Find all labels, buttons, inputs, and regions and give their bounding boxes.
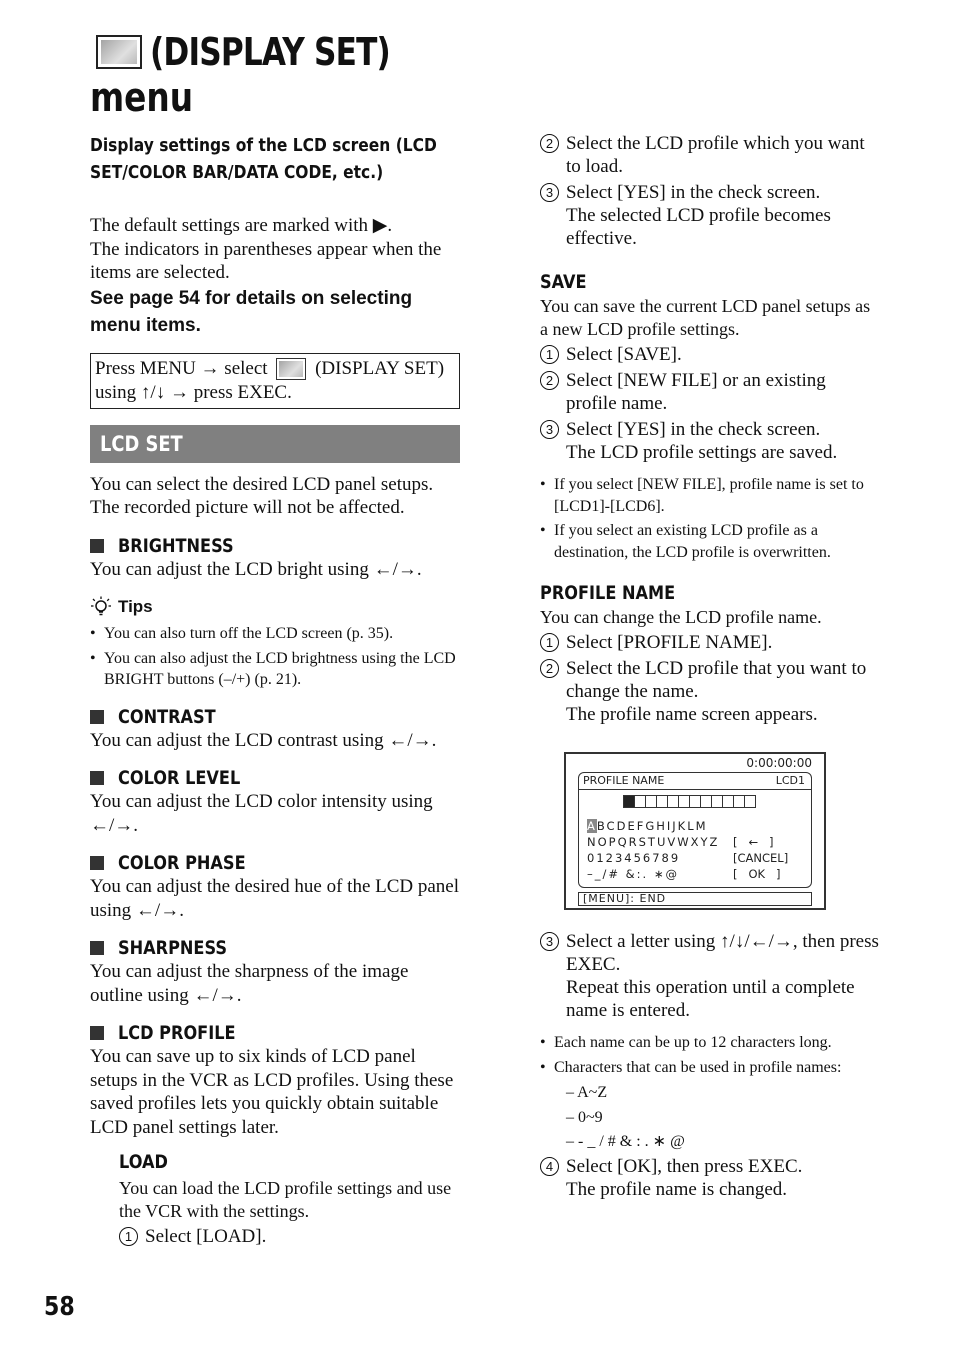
sharpness-text: You can adjust the sharpness of the image outline using ←/→. bbox=[90, 961, 409, 1006]
display-set-icon-small bbox=[276, 358, 306, 380]
bullet-square-icon bbox=[90, 856, 104, 870]
list-item: 2 Select [NEW FILE] or an existing profile name. bbox=[540, 369, 880, 415]
bullet-square-icon bbox=[90, 941, 104, 955]
tips-heading: Tips bbox=[90, 595, 460, 619]
list-item: 2 Select the LCD profile which you want to load. bbox=[540, 132, 880, 178]
instruction-part1: Press MENU → select bbox=[95, 357, 268, 379]
cancel-button: [CANCEL] bbox=[733, 851, 789, 865]
screen-panel bbox=[578, 772, 812, 888]
lcd-profile-heading: LCD PROFILE bbox=[90, 1021, 460, 1045]
load-section bbox=[90, 1151, 460, 1248]
screen-profile: LCD1 bbox=[775, 774, 805, 787]
subtitle: Display settings of the LCD screen (LCD SET/COLOR BAR/DATA CODE, etc.) bbox=[90, 135, 437, 183]
profile-name-steps bbox=[540, 631, 880, 726]
save-steps bbox=[540, 343, 880, 464]
profile-name-screen bbox=[564, 752, 826, 910]
indicators-note: The indicators in parentheses appear when the items are selected. bbox=[90, 238, 442, 283]
instruction-part2: (DISPLAY SET) using ↑/↓ → press EXEC. bbox=[95, 357, 445, 403]
color-level-heading: COLOR LEVEL bbox=[90, 766, 460, 790]
divider bbox=[579, 789, 811, 790]
list-item: – - _ / # & : . ∗ @ bbox=[566, 1133, 685, 1150]
save-text: You can save the current LCD panel setups as a new LCD profile settings. bbox=[540, 296, 871, 339]
load-heading: LOAD bbox=[119, 1151, 168, 1173]
lightbulb-icon bbox=[90, 596, 112, 618]
profile-name-steps-continued bbox=[540, 930, 880, 1022]
lcd-set-header bbox=[90, 425, 460, 463]
screen-time: 0:00:00:00 bbox=[746, 756, 812, 770]
list-item: 3 Select [YES] in the check screen. The selected LCD profile becomes effective. bbox=[540, 181, 880, 250]
instruction-box bbox=[90, 353, 460, 409]
load-text: You can load the LCD profile settings and use the VCR with the settings. bbox=[119, 1178, 452, 1221]
color-phase-text: You can adjust the desired hue of the LCD panel using ←/→. bbox=[90, 876, 460, 921]
sharpness-heading: SHARPNESS bbox=[90, 936, 460, 960]
profile-name-heading: PROFILE NAME bbox=[540, 582, 676, 604]
bullet-square-icon bbox=[90, 539, 104, 553]
list-item: 1 Select [PROFILE NAME]. bbox=[540, 631, 880, 654]
list-item: • If you select an existing LCD profile as a destination, the LCD profile is overwritten. bbox=[540, 520, 880, 563]
display-set-icon bbox=[96, 35, 142, 69]
profile-name-final-step bbox=[540, 1155, 880, 1201]
list-item: 2 Select the LCD profile that you want to change the name. The profile name screen appears. bbox=[540, 657, 880, 726]
list-item: – A~Z bbox=[566, 1084, 608, 1101]
list-item: 3 Select [YES] in the check screen. The LCD profile settings are saved. bbox=[540, 418, 880, 464]
bullet-square-icon bbox=[90, 1026, 104, 1040]
name-input-cells bbox=[623, 795, 755, 808]
default-note: The default settings are marked with ▶. bbox=[90, 215, 393, 236]
screen-footer: [MENU]: END bbox=[578, 892, 812, 906]
left-column bbox=[90, 132, 460, 1251]
list-item: • You can also turn off the LCD screen (p. 35). bbox=[90, 623, 460, 645]
lcd-profile-text: You can save up to six kinds of LCD panel setups in the VCR as LCD profiles. Using these saved profiles lets you quickly obtain suitable LCD panel settings later. bbox=[90, 1046, 454, 1138]
ok-button: [ OK ] bbox=[733, 867, 781, 881]
list-item: • If you select [NEW FILE], profile name is set to [LCD1]-[LCD6]. bbox=[540, 474, 880, 517]
lcd-set-intro: You can select the desired LCD panel setups. The recorded picture will not be affected. bbox=[90, 473, 434, 518]
list-item: • You can also adjust the LCD brightness using the LCD BRIGHT buttons (–/+) (p. 21). bbox=[90, 648, 460, 691]
color-phase-heading: COLOR PHASE bbox=[90, 851, 460, 875]
profile-name-notes bbox=[540, 1032, 880, 1078]
letter-row-1: ABCDEFGHIJKLM bbox=[587, 819, 708, 833]
list-item: 1 Select [SAVE]. bbox=[540, 343, 880, 366]
tips-list bbox=[90, 623, 460, 691]
color-level-text: You can adjust the LCD color intensity using ←/→. bbox=[90, 791, 433, 836]
load-steps-continued bbox=[540, 132, 880, 250]
page-number: 58 bbox=[44, 1292, 75, 1322]
digit-row: 0123456789 bbox=[587, 851, 681, 865]
screen-title: PROFILE NAME bbox=[583, 774, 665, 787]
brightness-heading: BRIGHTNESS bbox=[90, 534, 460, 558]
list-item: 3 Select a letter using ↑/↓/←/→, then press EXEC. Repeat this operation until a complete name is entered. bbox=[540, 930, 880, 1022]
right-column bbox=[540, 132, 880, 1204]
list-item: 4 Select [OK], then press EXEC. The profile name is changed. bbox=[540, 1155, 880, 1201]
load-steps bbox=[119, 1225, 460, 1248]
page-title bbox=[90, 30, 443, 122]
bullet-square-icon bbox=[90, 771, 104, 785]
bullet-square-icon bbox=[90, 710, 104, 724]
back-button: [ ← ] bbox=[733, 835, 774, 849]
letter-row-2: NOPQRSTUVWXYZ bbox=[587, 835, 720, 849]
see-page-note: See page 54 for details on selecting menu items. bbox=[90, 287, 413, 336]
contrast-heading: CONTRAST bbox=[90, 705, 460, 729]
lcd-set-heading: LCD SET bbox=[100, 431, 183, 456]
profile-name-text: You can change the LCD profile name. bbox=[540, 607, 822, 627]
list-item: • Characters that can be used in profile names: bbox=[540, 1057, 880, 1079]
symbol-row: –_/# &:. ∗@ bbox=[587, 867, 679, 881]
title-line1: (DISPLAY SET) bbox=[150, 30, 390, 74]
char-set-list bbox=[540, 1081, 880, 1155]
save-heading: SAVE bbox=[540, 271, 587, 293]
contrast-text: You can adjust the LCD contrast using ←/→. bbox=[90, 729, 437, 751]
list-item: – 0~9 bbox=[566, 1108, 603, 1126]
save-notes bbox=[540, 474, 880, 563]
list-item: • Each name can be up to 12 characters long. bbox=[540, 1032, 880, 1054]
list-item: 1 Select [LOAD]. bbox=[119, 1225, 460, 1248]
title-line2: menu bbox=[90, 75, 194, 121]
brightness-text: You can adjust the LCD bright using ←/→. bbox=[90, 558, 422, 580]
